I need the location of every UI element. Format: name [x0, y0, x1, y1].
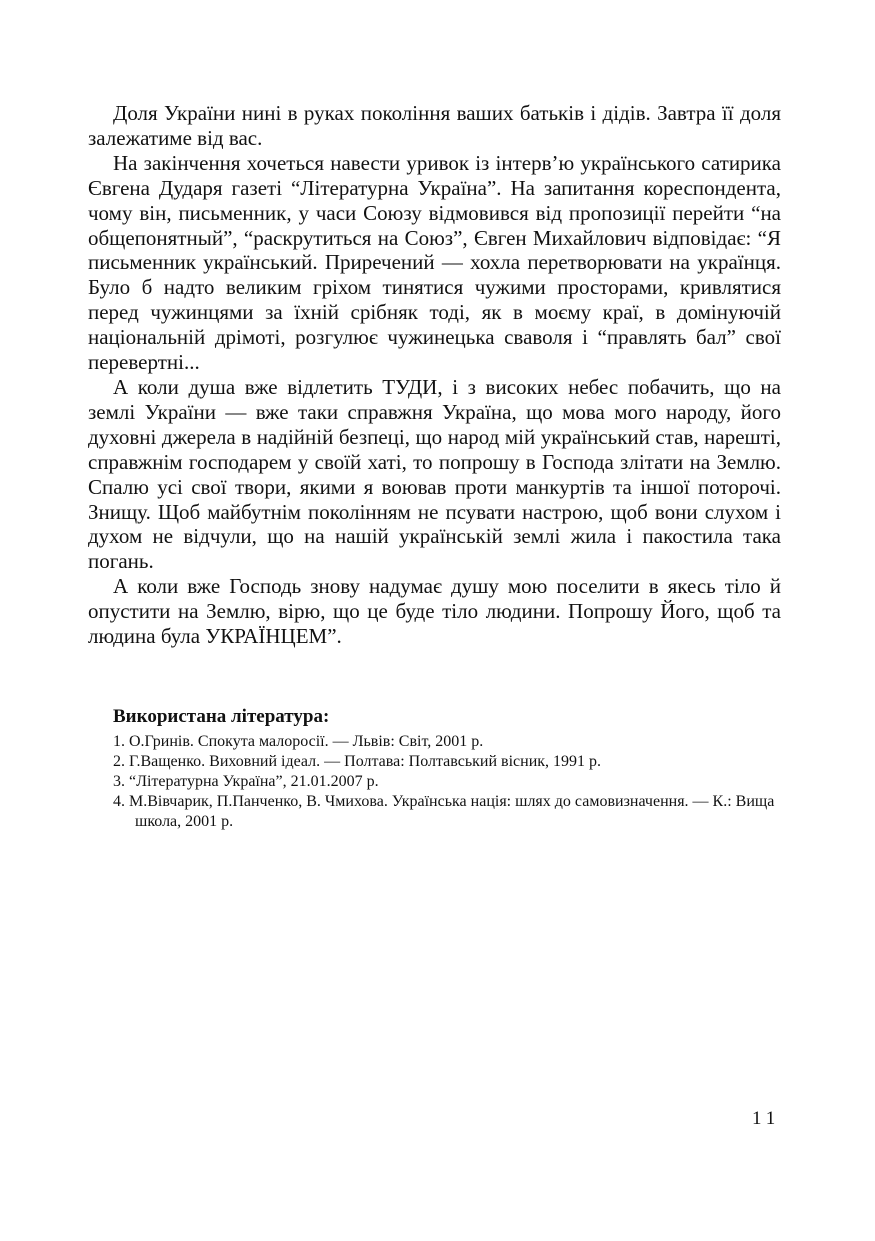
reference-item: 1. О.Гринів. Спокута малоросії. — Львів: Світ, 2001 р.	[113, 733, 484, 750]
reference-item: 2. Г.Ващенко. Виховний ідеал. — Полтава: Полтавський вісник, 1991 р.	[113, 753, 602, 770]
reference-item: 3. “Літературна Україна”, 21.01.2007 р.	[113, 773, 379, 790]
references-list	[113, 732, 785, 832]
body-text	[88, 101, 781, 649]
paragraph-1: Доля України нині в руках покоління ваших батьків і дідів. Завтра її доля залежатиме від вас.	[88, 101, 781, 150]
reference-item: 4. М.Вівчарик, П.Панченко, В. Чмихова. Українська нація: шлях до самовизначення. — К.: Вища школа, 2001 р.	[113, 793, 775, 830]
references-section	[113, 704, 785, 832]
page-number: 11	[752, 1108, 781, 1129]
paragraph-2: На закінчення хочеться навести уривок із інтерв’ю українського сатирика Євгена Дударя газеті “Літературна Україна”. На запитання кореспондента, чому він, письменник, у часи Союзу відмовився від пропозиції перейти “на общепонятный”, “раскрутиться на Союз”, Євген Михайлович відповідає: “Я письменник український. Приречений — хохла перетворювати на українця. Було б надто великим гріхом тинятися чужими просторами, кривлятися перед чужинцями за їхній срібняк тоді, як в моєму краї, в домінуючій національній дрімоті, розгулює чужинецька сваволя і “правлять бал” свої перевертні...	[88, 150, 781, 375]
references-title: Використана література:	[113, 706, 330, 727]
paragraph-4: А коли вже Господь знову надумає душу мою поселити в якесь тіло й опустити на Землю, вірю, що це буде тіло людини. Попрошу Його, щоб та людина була УКРАЇНЦЕМ”.	[88, 574, 781, 649]
paragraph-3: А коли душа вже відлетить ТУДИ, і з високих небес побачить, що на землі України — вже таки справжня Україна, що мова мого народу, його духовні джерела в надійній безпеці, що народ мій український став, нарешті, справжнім господарем у своїй хаті, то попрошу в Господа злітати на Землю. Спалю усі свої твори, якими я воював проти манкуртів та іншої поторочі. Знищу. Щоб майбутнім поколінням не псувати настрою, щоб вони слухом і духом не відчули, що на нашій українській землі жила і пакостила така погань.	[88, 374, 781, 574]
